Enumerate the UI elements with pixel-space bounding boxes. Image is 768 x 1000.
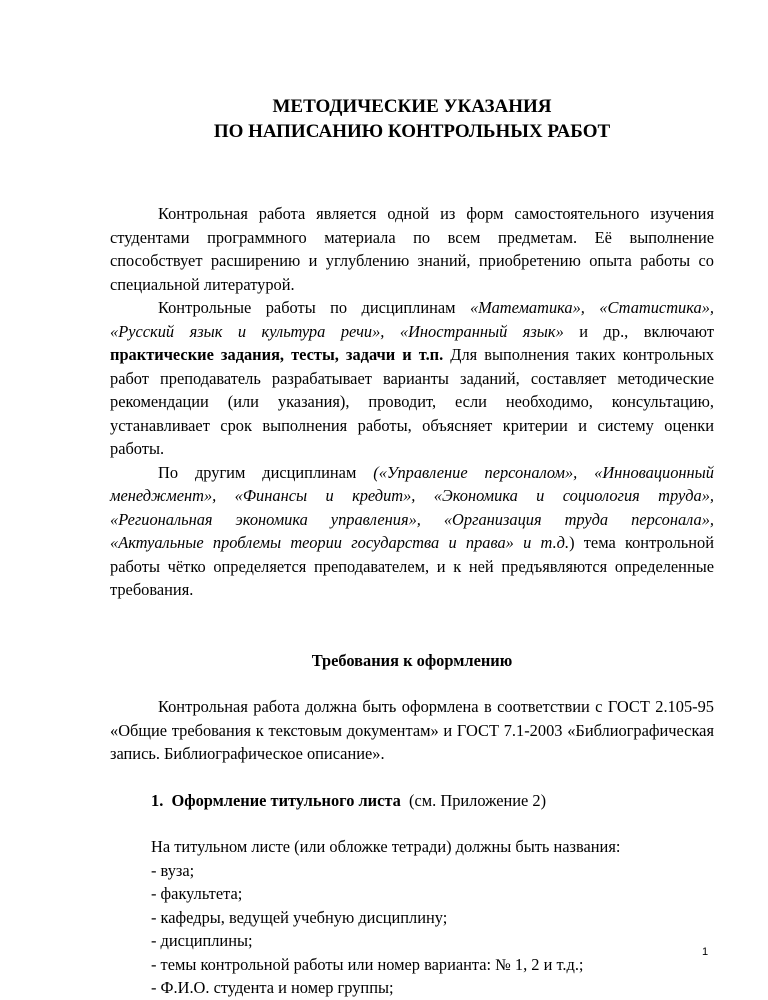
paragraph-2 (110, 296, 714, 461)
title-line-2: ПО НАПИСАНИЮ КОНТРОЛЬНЫХ РАБОТ (213, 121, 611, 142)
document-page (110, 94, 714, 1000)
section-heading: Требования к оформлению (311, 650, 513, 670)
title-line-1: МЕТОДИЧЕСКИЕ УКАЗАНИЯ (272, 96, 552, 117)
list-item: - факультета; (151, 884, 243, 903)
paragraph-3 (110, 461, 714, 602)
p3-text-a: По другим дисциплинам (158, 462, 374, 482)
p2-text-c: Для выполнения таких контрольных работ преподаватель разрабатывает варианты заданий, составляет методические рекомендации (или указания), проводит, если необходимо, консультацию, устанавливает срок выполнения работы, объясняет критерии и систему оценки работы. (110, 345, 714, 458)
item-1-rest: (см. Приложение 2) (400, 790, 547, 810)
paragraph-1: Контрольная работа является одной из форм самостоятельного изучения студентами программного материала по всем предметам. Её выполнение способствует расширению и углублению знаний, приобретению опыта работы со специальной литературой. (110, 204, 714, 294)
list-item: - темы контрольной работы или номер варианта: № 1, 2 и т.д.; (151, 954, 584, 974)
list-intro: На титульном листе (или обложке тетради) должны быть названия: (151, 837, 621, 856)
p3-text-b: ) тема контрольной работы чётко определяется преподавателем, и к ней предъявляются определенные требования. (110, 533, 714, 599)
title-page-list (110, 835, 714, 1000)
list-item: - вуза; (151, 860, 195, 880)
list-item: - дисциплины; (151, 931, 253, 950)
item-1-bold: 1. Оформление титульного листа (151, 790, 401, 810)
p2-text-a: Контрольные работы по дисциплинам (158, 298, 470, 317)
paragraph-4: Контрольная работа должна быть оформлена в соответствии с ГОСТ 2.105-95 «Общие требования к текстовым документам» и ГОСТ 7.1-2003 «Библиографическая запись. Библиографическое описание». (110, 697, 714, 763)
p2-italic: «Математика», «Статистика», «Русский язык и культура речи», «Иностранный язык» (110, 298, 714, 341)
list-item: - кафедры, ведущей учебную дисциплину; (151, 907, 448, 927)
p3-italic: («Управление персоналом», «Инновационный менеджмент», «Финансы и кредит», «Экономика и социология труда», «Региональная экономика управления», «Организация труда персонала», «Актуальные проблемы теории государства и права» и т.д. (110, 462, 714, 552)
p2-bold: практические задания, тесты, задачи и т.п. (110, 345, 444, 364)
page-number: 1 (702, 946, 709, 958)
item-1-heading (110, 789, 714, 813)
p2-text-b: и др., включают (563, 321, 714, 341)
list-item: - Ф.И.О. студента и номер группы; (151, 978, 394, 997)
